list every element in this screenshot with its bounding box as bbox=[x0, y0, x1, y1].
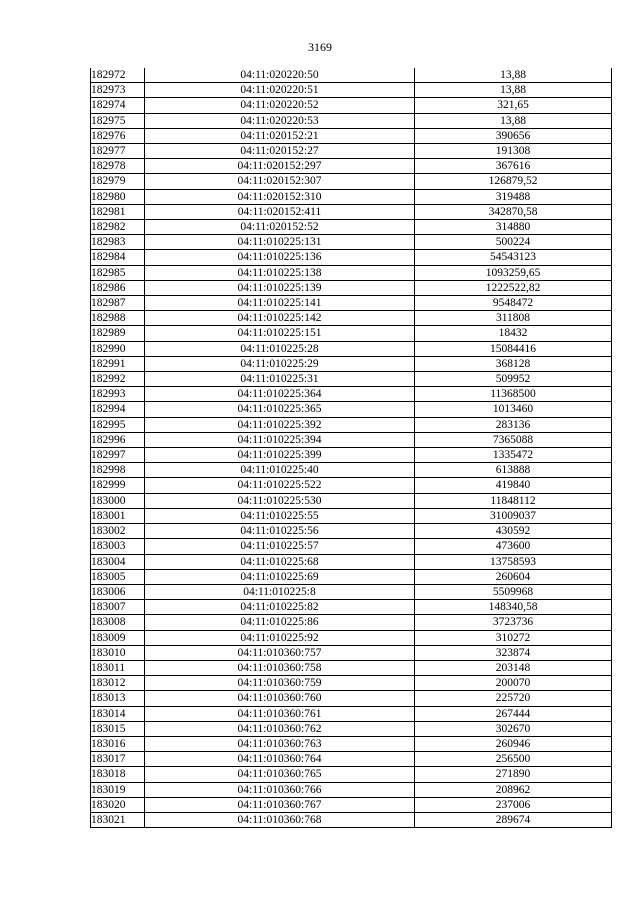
value-cell: 260604 bbox=[415, 569, 612, 584]
row-number-cell: 183005 bbox=[91, 569, 145, 584]
row-number-cell: 183006 bbox=[91, 584, 145, 599]
table-row bbox=[91, 584, 612, 599]
row-number-cell: 183012 bbox=[91, 676, 145, 691]
cadastral-number-cell: 04:11:010225:82 bbox=[145, 600, 415, 615]
value-cell: 311808 bbox=[415, 311, 612, 326]
table-row bbox=[91, 615, 612, 630]
value-cell: 203148 bbox=[415, 660, 612, 675]
table-row bbox=[91, 326, 612, 341]
row-number-cell: 183018 bbox=[91, 767, 145, 782]
value-cell: 367616 bbox=[415, 159, 612, 174]
cadastral-number-cell: 04:11:010225:151 bbox=[145, 326, 415, 341]
value-cell: 31009037 bbox=[415, 508, 612, 523]
table-row bbox=[91, 204, 612, 219]
row-number-cell: 182993 bbox=[91, 387, 145, 402]
value-cell: 500224 bbox=[415, 235, 612, 250]
value-cell: 11848112 bbox=[415, 493, 612, 508]
cadastral-number-cell: 04:11:010360:761 bbox=[145, 706, 415, 721]
table-row bbox=[91, 797, 612, 812]
table-row bbox=[91, 645, 612, 660]
table-row bbox=[91, 660, 612, 675]
table-row bbox=[91, 83, 612, 98]
value-cell: 260946 bbox=[415, 736, 612, 751]
value-cell: 509952 bbox=[415, 372, 612, 387]
table-row bbox=[91, 417, 612, 432]
cadastral-number-cell: 04:11:010225:394 bbox=[145, 432, 415, 447]
row-number-cell: 182998 bbox=[91, 463, 145, 478]
cadastral-number-cell: 04:11:010225:55 bbox=[145, 508, 415, 523]
table-row bbox=[91, 68, 612, 83]
row-number-cell: 182987 bbox=[91, 296, 145, 311]
row-number-cell: 183017 bbox=[91, 752, 145, 767]
table-row bbox=[91, 736, 612, 751]
value-cell: 419840 bbox=[415, 478, 612, 493]
table-row bbox=[91, 721, 612, 736]
row-number-cell: 182984 bbox=[91, 250, 145, 265]
cadastral-number-cell: 04:11:010360:768 bbox=[145, 812, 415, 827]
cadastral-number-cell: 04:11:010360:766 bbox=[145, 782, 415, 797]
table-row bbox=[91, 600, 612, 615]
row-number-cell: 182997 bbox=[91, 448, 145, 463]
value-cell: 368128 bbox=[415, 356, 612, 371]
table-row bbox=[91, 752, 612, 767]
cadastral-number-cell: 04:11:010225:68 bbox=[145, 554, 415, 569]
table-row bbox=[91, 554, 612, 569]
cadastral-number-cell: 04:11:010225:8 bbox=[145, 584, 415, 599]
table-row bbox=[91, 630, 612, 645]
registry-table bbox=[90, 68, 612, 828]
row-number-cell: 182977 bbox=[91, 144, 145, 159]
cadastral-number-cell: 04:11:010225:530 bbox=[145, 493, 415, 508]
value-cell: 9548472 bbox=[415, 296, 612, 311]
cadastral-number-cell: 04:11:010225:131 bbox=[145, 235, 415, 250]
cadastral-number-cell: 04:11:010225:69 bbox=[145, 569, 415, 584]
row-number-cell: 183004 bbox=[91, 554, 145, 569]
table-row bbox=[91, 402, 612, 417]
value-cell: 319488 bbox=[415, 189, 612, 204]
table-row bbox=[91, 569, 612, 584]
table-row bbox=[91, 159, 612, 174]
row-number-cell: 183020 bbox=[91, 797, 145, 812]
table-row bbox=[91, 448, 612, 463]
cadastral-number-cell: 04:11:010360:760 bbox=[145, 691, 415, 706]
row-number-cell: 183001 bbox=[91, 508, 145, 523]
row-number-cell: 183008 bbox=[91, 615, 145, 630]
value-cell: 54543123 bbox=[415, 250, 612, 265]
row-number-cell: 182978 bbox=[91, 159, 145, 174]
table-row bbox=[91, 174, 612, 189]
cadastral-number-cell: 04:11:010225:139 bbox=[145, 280, 415, 295]
value-cell: 13758593 bbox=[415, 554, 612, 569]
row-number-cell: 182979 bbox=[91, 174, 145, 189]
value-cell: 1335472 bbox=[415, 448, 612, 463]
cadastral-number-cell: 04:11:010225:56 bbox=[145, 524, 415, 539]
row-number-cell: 182995 bbox=[91, 417, 145, 432]
cadastral-number-cell: 04:11:010360:765 bbox=[145, 767, 415, 782]
row-number-cell: 183009 bbox=[91, 630, 145, 645]
cadastral-number-cell: 04:11:010225:86 bbox=[145, 615, 415, 630]
row-number-cell: 183016 bbox=[91, 736, 145, 751]
row-number-cell: 183013 bbox=[91, 691, 145, 706]
table-row bbox=[91, 812, 612, 827]
row-number-cell: 182996 bbox=[91, 432, 145, 447]
table-row bbox=[91, 478, 612, 493]
cadastral-number-cell: 04:11:010225:138 bbox=[145, 265, 415, 280]
table-row bbox=[91, 250, 612, 265]
value-cell: 237006 bbox=[415, 797, 612, 812]
cadastral-number-cell: 04:11:010225:136 bbox=[145, 250, 415, 265]
table-row bbox=[91, 189, 612, 204]
value-cell: 15084416 bbox=[415, 341, 612, 356]
value-cell: 3723736 bbox=[415, 615, 612, 630]
row-number-cell: 182973 bbox=[91, 83, 145, 98]
cadastral-number-cell: 04:11:010225:399 bbox=[145, 448, 415, 463]
value-cell: 302670 bbox=[415, 721, 612, 736]
value-cell: 13,88 bbox=[415, 68, 612, 83]
cadastral-number-cell: 04:11:020152:411 bbox=[145, 204, 415, 219]
row-number-cell: 182976 bbox=[91, 128, 145, 143]
cadastral-number-cell: 04:11:010225:522 bbox=[145, 478, 415, 493]
table-row bbox=[91, 706, 612, 721]
page-number: 3169 bbox=[308, 40, 332, 54]
table-row bbox=[91, 372, 612, 387]
table-row bbox=[91, 539, 612, 554]
value-cell: 323874 bbox=[415, 645, 612, 660]
value-cell: 256500 bbox=[415, 752, 612, 767]
cadastral-number-cell: 04:11:020220:50 bbox=[145, 68, 415, 83]
row-number-cell: 182991 bbox=[91, 356, 145, 371]
value-cell: 13,88 bbox=[415, 83, 612, 98]
row-number-cell: 182975 bbox=[91, 113, 145, 128]
table-row bbox=[91, 280, 612, 295]
row-number-cell: 182981 bbox=[91, 204, 145, 219]
cadastral-number-cell: 04:11:010360:758 bbox=[145, 660, 415, 675]
value-cell: 225720 bbox=[415, 691, 612, 706]
cadastral-number-cell: 04:11:010360:759 bbox=[145, 676, 415, 691]
cadastral-number-cell: 04:11:020220:51 bbox=[145, 83, 415, 98]
value-cell: 283136 bbox=[415, 417, 612, 432]
row-number-cell: 182985 bbox=[91, 265, 145, 280]
cadastral-number-cell: 04:11:010225:141 bbox=[145, 296, 415, 311]
table-row bbox=[91, 782, 612, 797]
value-cell: 7365088 bbox=[415, 432, 612, 447]
table-row bbox=[91, 265, 612, 280]
value-cell: 613888 bbox=[415, 463, 612, 478]
table-row bbox=[91, 767, 612, 782]
table-row bbox=[91, 98, 612, 113]
cadastral-number-cell: 04:11:020152:297 bbox=[145, 159, 415, 174]
row-number-cell: 183002 bbox=[91, 524, 145, 539]
table-row bbox=[91, 356, 612, 371]
cadastral-number-cell: 04:11:010360:764 bbox=[145, 752, 415, 767]
row-number-cell: 182990 bbox=[91, 341, 145, 356]
value-cell: 310272 bbox=[415, 630, 612, 645]
row-number-cell: 182992 bbox=[91, 372, 145, 387]
value-cell: 191308 bbox=[415, 144, 612, 159]
row-number-cell: 183021 bbox=[91, 812, 145, 827]
row-number-cell: 182986 bbox=[91, 280, 145, 295]
value-cell: 208962 bbox=[415, 782, 612, 797]
row-number-cell: 183010 bbox=[91, 645, 145, 660]
cadastral-number-cell: 04:11:010360:767 bbox=[145, 797, 415, 812]
cadastral-number-cell: 04:11:020220:53 bbox=[145, 113, 415, 128]
value-cell: 18432 bbox=[415, 326, 612, 341]
row-number-cell: 183015 bbox=[91, 721, 145, 736]
table-row bbox=[91, 113, 612, 128]
row-number-cell: 183000 bbox=[91, 493, 145, 508]
table-row bbox=[91, 311, 612, 326]
row-number-cell: 183019 bbox=[91, 782, 145, 797]
table-row bbox=[91, 387, 612, 402]
cadastral-number-cell: 04:11:010360:757 bbox=[145, 645, 415, 660]
value-cell: 289674 bbox=[415, 812, 612, 827]
cadastral-number-cell: 04:11:010225:92 bbox=[145, 630, 415, 645]
row-number-cell: 182972 bbox=[91, 68, 145, 83]
value-cell: 390656 bbox=[415, 128, 612, 143]
cadastral-number-cell: 04:11:020152:21 bbox=[145, 128, 415, 143]
table-row bbox=[91, 493, 612, 508]
table-row bbox=[91, 296, 612, 311]
value-cell: 267444 bbox=[415, 706, 612, 721]
cadastral-number-cell: 04:11:020152:27 bbox=[145, 144, 415, 159]
row-number-cell: 183003 bbox=[91, 539, 145, 554]
table-row bbox=[91, 220, 612, 235]
cadastral-number-cell: 04:11:010360:763 bbox=[145, 736, 415, 751]
table-row bbox=[91, 432, 612, 447]
registry-table-body bbox=[91, 68, 612, 828]
row-number-cell: 182989 bbox=[91, 326, 145, 341]
value-cell: 473600 bbox=[415, 539, 612, 554]
value-cell: 13,88 bbox=[415, 113, 612, 128]
cadastral-number-cell: 04:11:010360:762 bbox=[145, 721, 415, 736]
table-row bbox=[91, 508, 612, 523]
table-row bbox=[91, 676, 612, 691]
value-cell: 126879,52 bbox=[415, 174, 612, 189]
cadastral-number-cell: 04:11:010225:31 bbox=[145, 372, 415, 387]
cadastral-number-cell: 04:11:010225:57 bbox=[145, 539, 415, 554]
row-number-cell: 183014 bbox=[91, 706, 145, 721]
row-number-cell: 182982 bbox=[91, 220, 145, 235]
value-cell: 321,65 bbox=[415, 98, 612, 113]
cadastral-number-cell: 04:11:010225:28 bbox=[145, 341, 415, 356]
cadastral-number-cell: 04:11:020152:52 bbox=[145, 220, 415, 235]
cadastral-number-cell: 04:11:020220:52 bbox=[145, 98, 415, 113]
cadastral-number-cell: 04:11:020152:307 bbox=[145, 174, 415, 189]
value-cell: 148340,58 bbox=[415, 600, 612, 615]
cadastral-number-cell: 04:11:010225:392 bbox=[145, 417, 415, 432]
value-cell: 5509968 bbox=[415, 584, 612, 599]
row-number-cell: 183007 bbox=[91, 600, 145, 615]
cadastral-number-cell: 04:11:020152:310 bbox=[145, 189, 415, 204]
table-row bbox=[91, 691, 612, 706]
table-row bbox=[91, 341, 612, 356]
value-cell: 271890 bbox=[415, 767, 612, 782]
cadastral-number-cell: 04:11:010225:29 bbox=[145, 356, 415, 371]
value-cell: 430592 bbox=[415, 524, 612, 539]
value-cell: 200070 bbox=[415, 676, 612, 691]
value-cell: 11368500 bbox=[415, 387, 612, 402]
value-cell: 314880 bbox=[415, 220, 612, 235]
cadastral-number-cell: 04:11:010225:142 bbox=[145, 311, 415, 326]
cadastral-number-cell: 04:11:010225:40 bbox=[145, 463, 415, 478]
row-number-cell: 182983 bbox=[91, 235, 145, 250]
value-cell: 342870,58 bbox=[415, 204, 612, 219]
row-number-cell: 183011 bbox=[91, 660, 145, 675]
table-row bbox=[91, 144, 612, 159]
value-cell: 1013460 bbox=[415, 402, 612, 417]
row-number-cell: 182980 bbox=[91, 189, 145, 204]
table-row bbox=[91, 235, 612, 250]
table-row bbox=[91, 463, 612, 478]
row-number-cell: 182974 bbox=[91, 98, 145, 113]
row-number-cell: 182999 bbox=[91, 478, 145, 493]
cadastral-number-cell: 04:11:010225:364 bbox=[145, 387, 415, 402]
row-number-cell: 182994 bbox=[91, 402, 145, 417]
value-cell: 1222522,82 bbox=[415, 280, 612, 295]
table-row bbox=[91, 128, 612, 143]
row-number-cell: 182988 bbox=[91, 311, 145, 326]
value-cell: 1093259,65 bbox=[415, 265, 612, 280]
cadastral-number-cell: 04:11:010225:365 bbox=[145, 402, 415, 417]
table-row bbox=[91, 524, 612, 539]
